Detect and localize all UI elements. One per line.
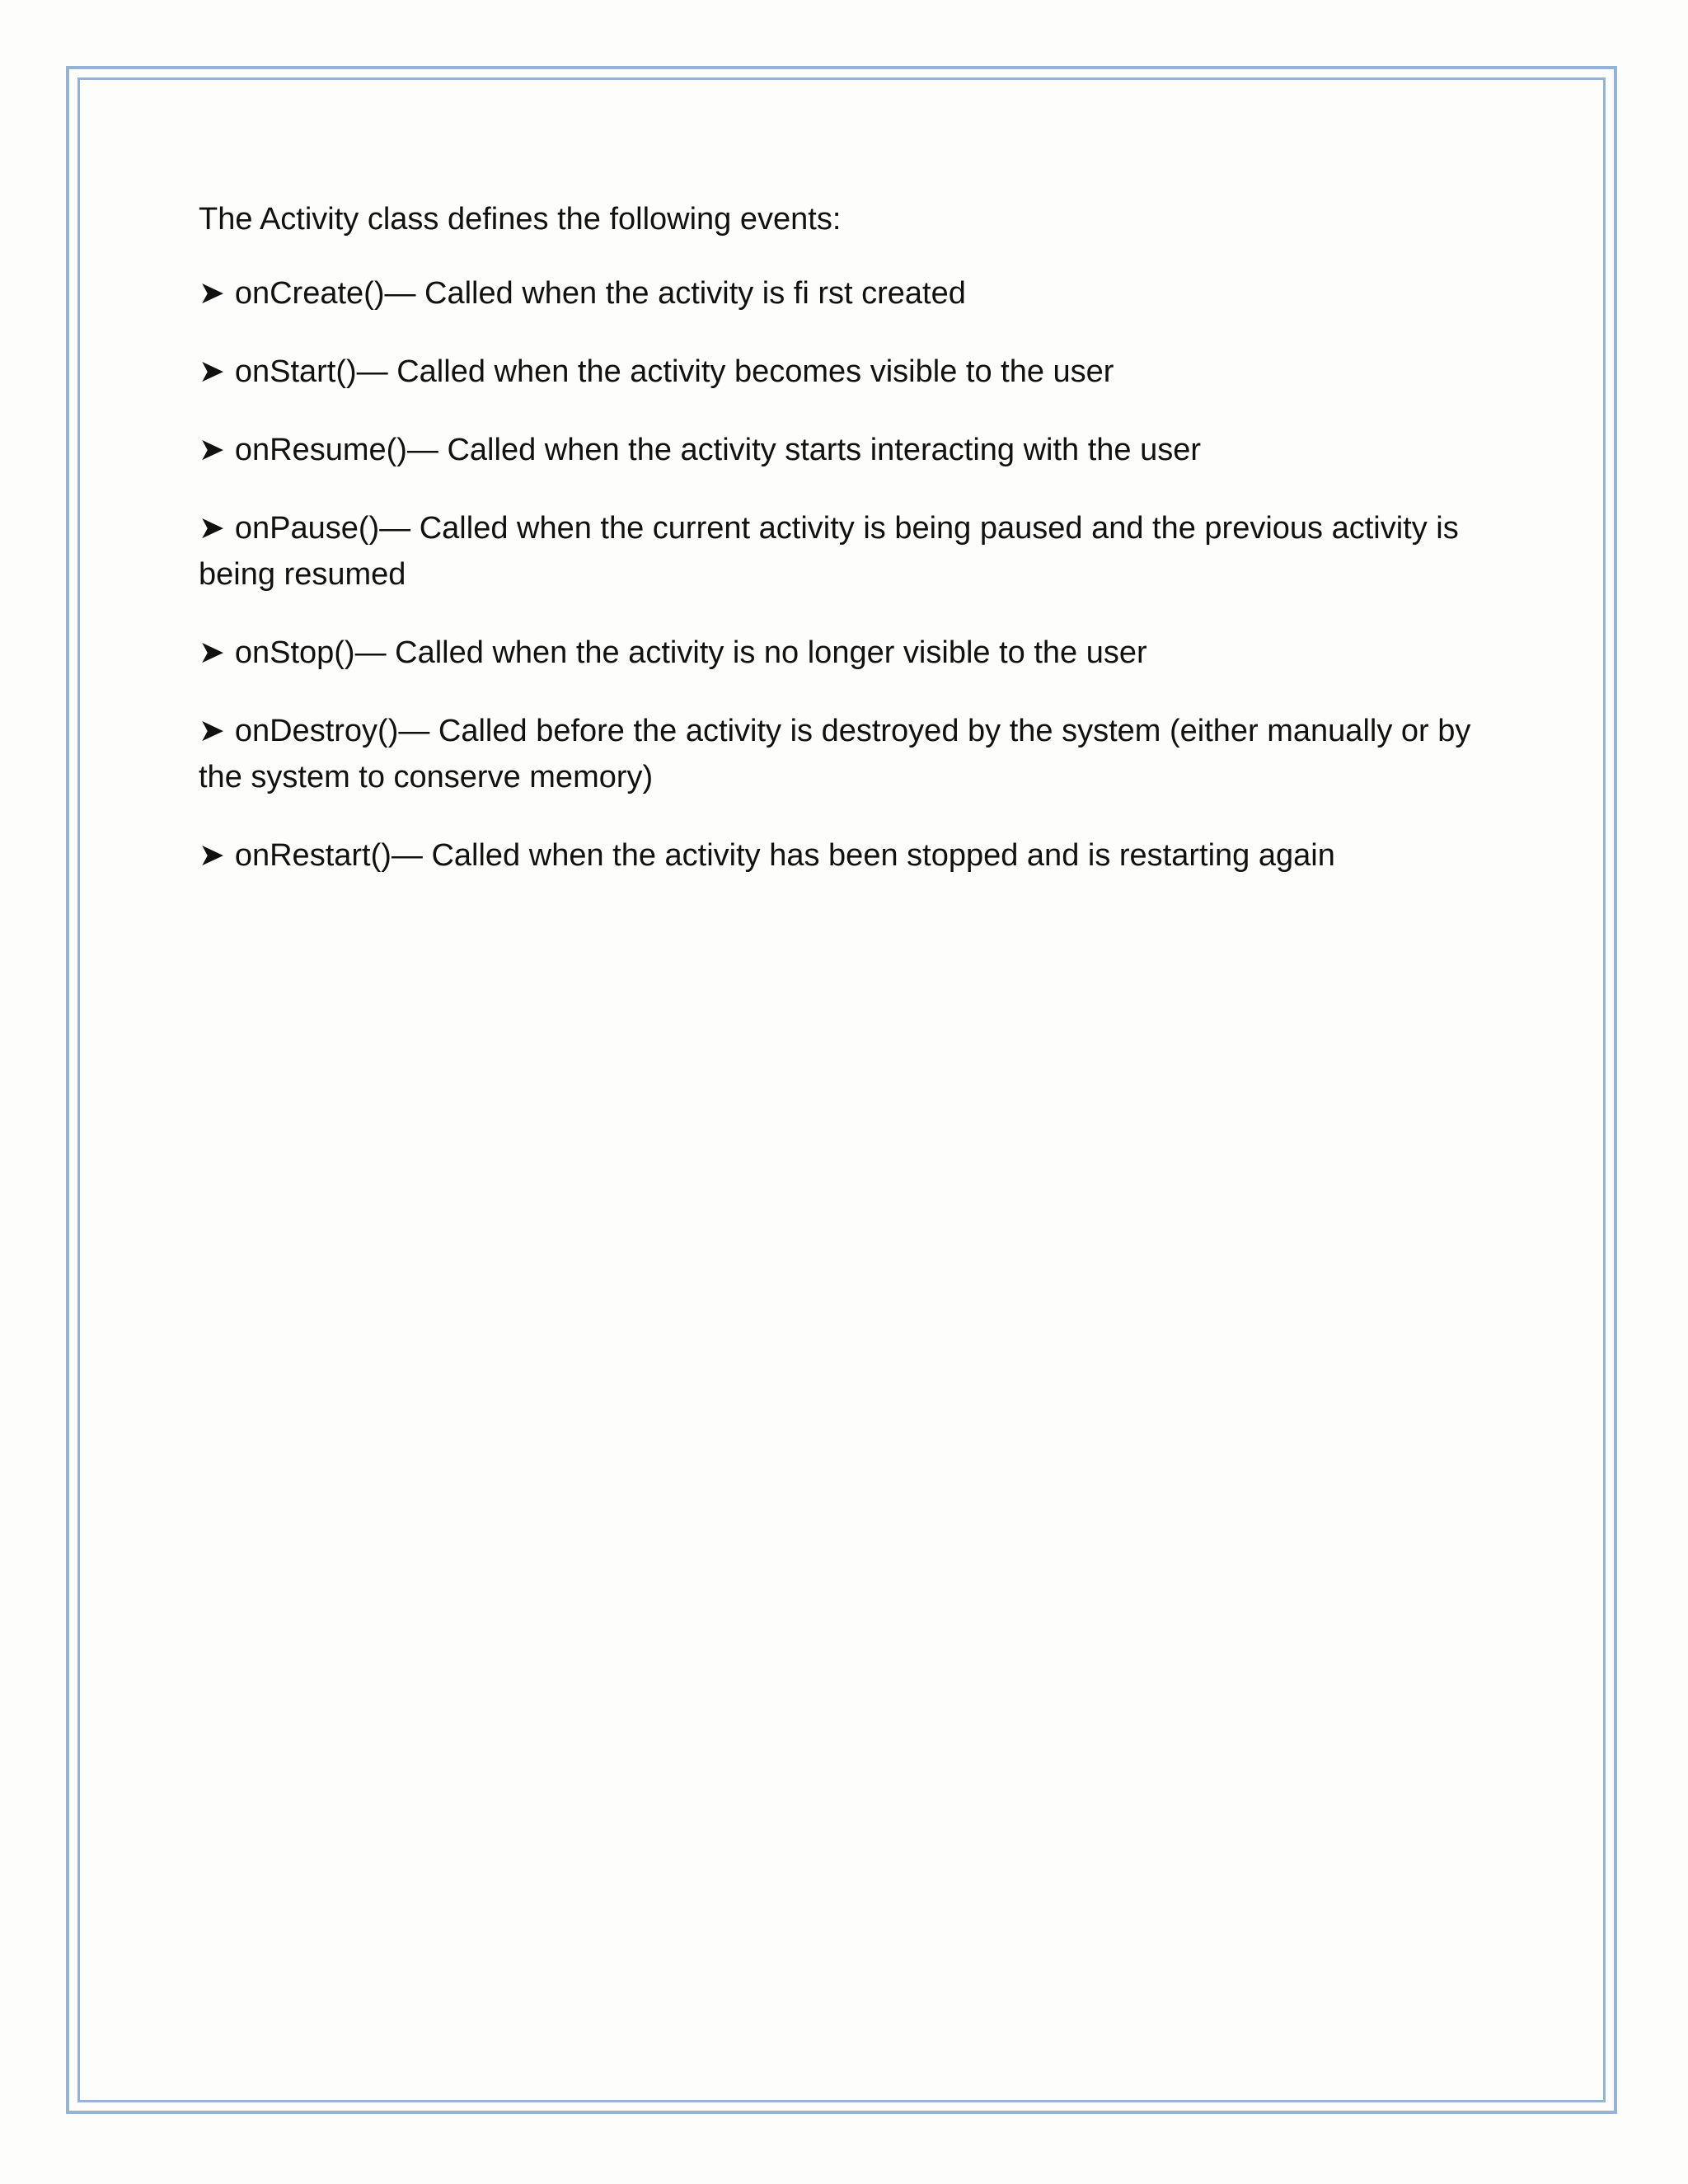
arrow-bullet-icon: ➤ xyxy=(199,635,225,670)
event-item-onstop xyxy=(199,630,1484,676)
event-description: — Called when the activity is no longer visible to the user xyxy=(354,635,1147,670)
event-list xyxy=(199,270,1484,879)
event-name: onDestroy() xyxy=(234,714,399,748)
event-description: — Called when the activity starts interacting with the user xyxy=(406,433,1202,467)
event-description: — Called before the activity is destroyed by the system (either manually or by the system to conserve memory) xyxy=(199,714,1471,794)
event-description: — Called when the activity is fi rst created xyxy=(384,276,966,311)
event-name: onStart() xyxy=(234,354,357,389)
event-item-onresume xyxy=(199,427,1484,473)
event-description: — Called when the current activity is being paused and the previous activity is being resumed xyxy=(199,511,1459,592)
event-item-oncreate xyxy=(199,270,1484,316)
document-body xyxy=(199,196,1484,911)
event-description: — Called when the activity has been stopped and is restarting again xyxy=(391,838,1335,873)
arrow-bullet-icon: ➤ xyxy=(199,433,225,467)
event-name: onCreate() xyxy=(234,276,385,311)
event-description: — Called when the activity becomes visible to the user xyxy=(356,354,1114,389)
event-name: onPause() xyxy=(234,511,380,546)
event-item-ondestroy xyxy=(199,708,1484,800)
arrow-bullet-icon: ➤ xyxy=(199,838,225,873)
event-name: onResume() xyxy=(234,433,407,467)
event-item-onrestart xyxy=(199,832,1484,879)
event-item-onpause xyxy=(199,505,1484,598)
arrow-bullet-icon: ➤ xyxy=(199,354,225,389)
event-name: onRestart() xyxy=(234,838,392,873)
event-name: onStop() xyxy=(234,635,355,670)
arrow-bullet-icon: ➤ xyxy=(199,511,225,546)
event-item-onstart xyxy=(199,349,1484,395)
arrow-bullet-icon: ➤ xyxy=(199,714,225,748)
intro-text: The Activity class defines the following events: xyxy=(199,202,842,237)
arrow-bullet-icon: ➤ xyxy=(199,276,225,311)
